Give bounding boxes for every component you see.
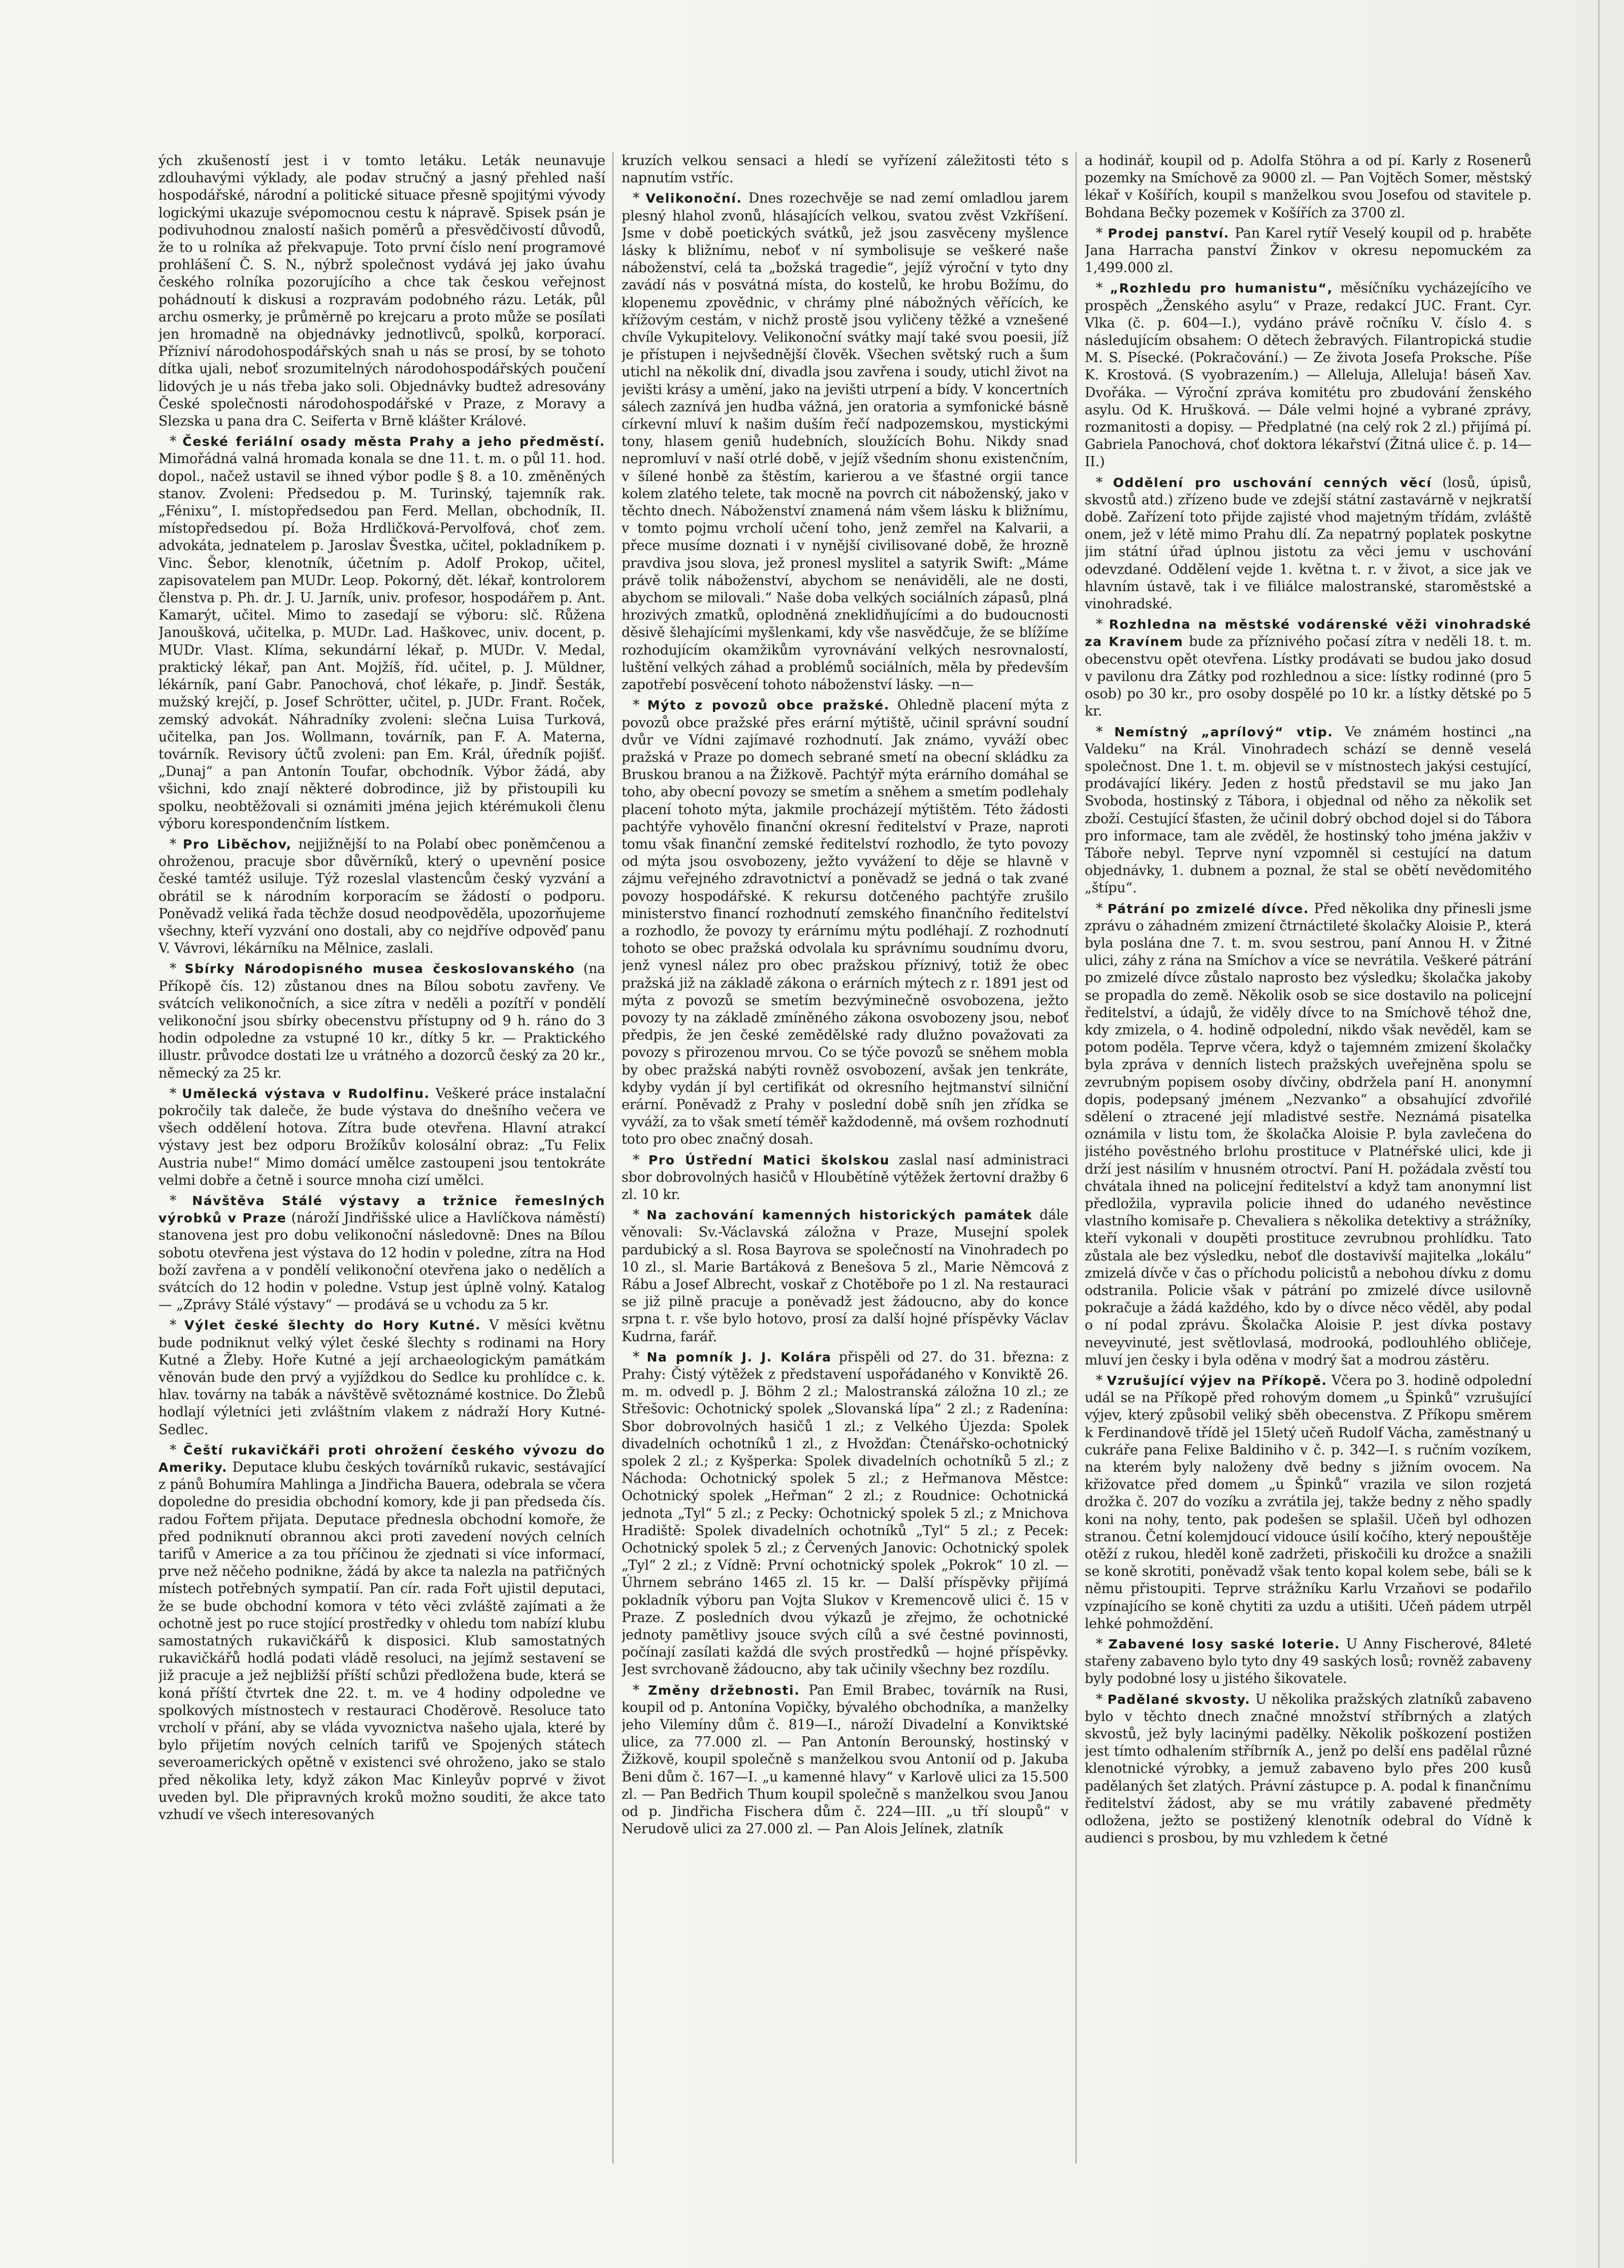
- news-paragraph: [622, 697, 1068, 1148]
- item-heading: Vzrušující výjev na Příkopě.: [1107, 1373, 1327, 1388]
- item-heading: Na zachování kamenných historických památek: [646, 1208, 1033, 1223]
- item-marker: *: [633, 697, 647, 714]
- item-marker: *: [170, 434, 183, 450]
- item-text: (losů, úpisů, skvostů atd.) zřízeno bude ve zdejší státní zastavárně v nejkratší době. Zařízení toto přijde zajisté vhod majetným třídám, zvláště onem, jež v létě mimo Prahu dlí. Za nepatrný poplatek poskytne jim státní úřad úplnou jistotu za věci jemu v uschování odevzdané. Oddělení vejde 1. května t. r. v život, a sice jak ve hlavním ústavě, tak i ve filiálce malostranské, staroměstské a vinohradské.: [1085, 474, 1532, 612]
- news-paragraph: [1085, 1636, 1532, 1688]
- item-heading: České feriální osady města Prahy a jeho předměstí.: [182, 434, 605, 449]
- news-paragraph: [1085, 1691, 1532, 1848]
- item-marker: *: [1096, 225, 1108, 241]
- item-marker: *: [633, 1207, 647, 1223]
- item-marker: *: [1096, 617, 1109, 633]
- item-text: kruzích velkou sensaci a hledí se vyřízení záležitosti této s napnutím vstříc.: [622, 153, 1068, 186]
- item-marker: *: [1096, 280, 1110, 297]
- news-paragraph: [1085, 724, 1532, 897]
- column-1: [158, 152, 605, 2163]
- news-paragraph: [1085, 280, 1532, 471]
- columns: [158, 152, 1552, 2163]
- news-paragraph: [158, 1442, 605, 1824]
- item-marker: *: [633, 1682, 648, 1698]
- news-paragraph: [622, 1152, 1068, 1204]
- item-heading: „Rozhledu pro humanistu“,: [1110, 281, 1333, 296]
- item-heading: Změny držebnosti.: [648, 1682, 800, 1698]
- item-text: měsíčníku vycházejícího ve prospěch „Ženského asylu“ v Praze, redakcí JUC. Frant. Cyr. Vlka (č. p. 604—I.), vydáno právě ročníku V. číslo 4. s následujícím obsahem: O dětech žebravých. Filantropická studie M. S. Písecké. (Pokračování.) — Ze života Josefa Proksche. Píše K. Krostová. (S vyobrazením.) — Alleluja, Alleluja! báseň Xav. Dvořáka. — Výroční zpráva komitétu pro zbudování ženského asylu. Od K. Hrušková. — Dále velmi hojné a vybrané zprávy, rozmanitosti a dopisy. — Předplatné (na celý rok 2 zl.) přijímá pí. Gabriela Panochová, choť doktora lékařství (Žitná ulice č. p. 14—II.): [1085, 280, 1532, 470]
- item-marker: *: [170, 1442, 183, 1458]
- item-marker: *: [633, 1152, 648, 1168]
- item-heading: Rozhledna na městské vodárenské věži vinohradské za Kravínem: [1085, 617, 1532, 650]
- item-heading: Pro Ústřední Matici školskou: [648, 1152, 890, 1168]
- item-text: bude za příznivého počasí zítra v neděli 18. t. m. obecenstvu opět otevřena. Lístky prodávati se budou jako dosud v pavilonu dra Zátky pod rozhlednou a sice: lístky rodinné (pro 5 osob) po 30 kr., pro osoby dospělé po 10 kr. a lístky dětské po 5 kr.: [1085, 634, 1532, 720]
- item-text: Před několika dny přinesli jsme zprávu o záhadném zmizení čtrnáctileté školačky Aloisie P., která byla poslána dne 7. t. m. svou sestrou, paní Annou H. v Žitné ulici, záhy z rána na Smíchov a více se nevrátila. Veškeré pátrání po zmizelé dívce zůstalo naprosto bez výsledku; školačka jakoby se propadla do země. Několik osob se sice dostavilo na policejní ředitelství, a údajů, že viděly dívce to na Smíchově téhož dne, kdy zmizela, o 4. hodině odpolední, nikdo však nevěděl, kam se potom poděla. Teprve včera, když o tajemném zmizení školačky byla zpráva v denních listech pražských uveřejněna spolu se zevrubným popisem osoby dívčiny, obdržela paní H. anonymní dopis, podepsaný jménem „Nezvanko“ a obsahující zdvořilé sdělení o ztracené její mladistvé sestře. Neznámá pisatelka oznámila v listu tom, že školačka Aloisie P. byla zavlečena do jistého pověstného brlohu prostituce v Platnéřské ulici, kde ji drží jest násilím v hnusném otroctví. Paní H. požádala zvěstí tou chvátala ihned na policejní ředitelství a když tam anonymní list předložila, vypravila policie ihned do udaného nevěstince vlastního komisaře p. Chevaliera s několika detektivy a strážníky, kteří vykonali v doupěti prostituce zevrubnou prohlídku. Tato zůstala ale bez výsledku, neboť dle dostavivší majitelka „lokálu“ zmizelá dívče v čas o příchodu policistů a nebohou dívku z domu odstranila. Policie však v pátrání po zmizelé dívce usilovně pokračuje a žádá každého, kdo by o dívce něco věděl, aby podal o ní podal zprávu. Školačka Aloisie P. jest dívka postavy neveyvinuté, jest světlovlasá, modrooká, podlouhlého obličeje, mluví jen česky i byla oděna v modrý šat a modrou zástěru.: [1085, 900, 1532, 1368]
- item-text: zaslal nasí administraci sbor dobrovolných hasičů v Hloubětíně výtěžek žertovní dražby 6 zl. 10 kr.: [622, 1152, 1068, 1203]
- column-2: [622, 152, 1068, 2163]
- news-paragraph: [158, 152, 605, 430]
- item-text: U několika pražských zlatníků zabaveno bylo v těchto dnech značné množství stříbrných a zlatých skvostů, jež byly lacinými padělky. Několik poškození postižen jest tímto odhalením stříbrník A., jenž po delší ens padělal různé klenotnické výrobky, a jemuž zabaveno bylo přes 200 kusů padělaných šet zlatých. Právní zástupce p. A. podal k finančnímu ředitelství žádost, aby se mu vrátily zabavené předměty odložena, ježto se postižený klenotník odebral do Vídně k audienci s prosbou, by mu vzhledem k četné: [1085, 1691, 1532, 1846]
- item-heading: Návštěva Stálé výstavy a tržnice řemeslných výrobků v Praze: [158, 1193, 605, 1226]
- item-text: ých zkušeností jest i v tomto letáku. Leták neunavuje zdlouhavými výklady, ale podav stručný a jasný přehled naší hospodářské, národní a politické situace přesně spojitými vývody logickými ukazuje svépomocnou cestu k nápravě. Spisek psán je podivuhodnou znalostí našich poměrů a přesvědčivostí důvodů, že to u rolníka až překvapuje. Toto první číslo není programové prohlášení Č. S. N., nýbrž společnost vydává jej jako úvahu českého rolníka pozorujícího a chce tak českou veřejnost pohádnoutí k diskusi a rozpravám podobného rázu. Leták, půl archu osmerky, je průměrně po krejcaru a proto může se posílati jen hromadně na objednávky jednotlivců, spolků, korporací. Přízniví národohospodářských snah u nás se prosí, by se tohoto dítka ujali, neboť srozumitelných národohospodářských poučení lidových je u nás třeba jako soli. Objednávky budtež adresovány České společnosti národohospodářské v Praze, z Moravy a Slezska u pana dra C. Seiferta v Brně klášter Králové.: [158, 153, 605, 430]
- news-paragraph: [158, 836, 605, 957]
- news-paragraph: [1085, 616, 1532, 720]
- news-paragraph: [1085, 1372, 1532, 1633]
- column-3: [1085, 152, 1532, 2163]
- item-heading: Pro Liběchov,: [183, 836, 292, 852]
- news-paragraph: [622, 1349, 1068, 1679]
- news-paragraph: [1085, 152, 1532, 222]
- news-paragraph: [158, 960, 605, 1082]
- item-heading: Čeští rukavičkáři proti ohrožení českého vývozu do Ameriky.: [158, 1442, 605, 1475]
- item-heading: Výlet české šlechty do Hory Kutné.: [184, 1318, 481, 1333]
- item-text: Ve známém hostinci „na Valdeku“ na Král. Vinohradech schází se denně veselá společnost. Dne 1. t. m. objevil se v místnostech jakýsi cestující, prodávající likéry. Jeden z hostů představil se mu jako Jan Svoboda, hostinský z Tábora, i objednal od něho za několik set zboží. Cestující šťasten, že učinil dobrý obchod dojel si do Tábora pro informace, tam ale zvěděl, že hostinský toho jména jakživ v Táboře nebyl. Teprve nyní vzpomněl si cestující na datum objednávky, 1. dubnem a poznal, že stal se obětí nevědomitého „štípu“.: [1085, 724, 1532, 896]
- item-marker: *: [170, 1317, 185, 1334]
- item-heading: Sbírky Národopisného musea českoslovanského: [184, 961, 575, 977]
- item-heading: Na pomník J. J. Kolára: [646, 1349, 832, 1365]
- item-text: (na Příkopě čís. 12) zůstanou dnes na Bílou sobotu zavřeny. Ve svátcích velikonočních, a sice zítra v neděli a pozítří v pondělí velikonoční jsou sbírky obecenstvu přístupny od 9 h. ráno do 3 hodin odpoledne za vstupné 10 kr., dítky 5 kr. — Praktického illustr. průvodce dostati lze u vrátného a dozorců český za 20 kr., německý za 25 kr.: [158, 961, 605, 1081]
- news-paragraph: [1085, 900, 1532, 1369]
- item-marker: *: [633, 1349, 647, 1365]
- news-paragraph: [622, 1207, 1068, 1346]
- item-heading: Umělecká výstava v Rudolfinu.: [182, 1086, 430, 1101]
- item-text: V měsíci květnu bude podniknut velký výlet české šlechty s rodinami na Hory Kutné a Žleby. Hoře Kutné a její archaeologickým památkám věnován bude den prvý a vyjíždkou do Sedlce ku prohlídce c. k. hlav. továrny na tabák a návštěvě světoznámé kostnice. Do Žlebů hodlají výletníci jeti zvláštním vlakem z nádraží Hory Kutné-Sedlec.: [158, 1317, 605, 1438]
- item-text: (nároží Jindřišské ulice a Havlíčkova náměstí) stanovena jest pro dobu velikonoční následovně: Dnes na Bílou sobotu otevřena jest výstava do 12 hodin v poledne, zítra na Hod boží zavřena a v pondělí velikonoční otevřena jako o nedělích a svátcích do 12 hodin v poledne. Vstup jest úplně volný. Katalog — „Zprávy Stálé výstavy“ — prodává se u vchodu za 5 kr.: [158, 1210, 605, 1313]
- item-heading: Oddělení pro uschování cenných věcí: [1113, 475, 1432, 490]
- item-marker: *: [1096, 900, 1108, 917]
- item-text: Včera po 3. hodině odpolední udál se na Příkopě před rohovým domem „u Špinků“ vzrušující výjev, který způsobil veliký sběh obecenstva. Z Příkopu směrem k Ferdinandově třídě jel 15letý učeň Rudolf Vácha, zaměstnaný u cukráře pana Felixe Baldiniho v č. p. 342—I. s ručním vozíkem, na kterém byly naloženy dvě bedny s jižním ovocem. Na křižovatce před domem „u Špinků“ vrazila ve silon rozjetá drožka č. 207 do vozíku a zvrátila jej, takže bedny z něho spadly koni na nohy, tento, pak podešen se splašil. Učeň byl odhozen stranou. Četní kolemjdoucí vidouce úsilí kočího, který nepouštěje otěží z rukou, hleděl koně zadržeti, přiskočili ku drožce a snažili se koně skrotiti, poněvadž však tento kopal kolem sebe, báli se k němu přistoupiti. Teprve strážníku Karlu Vrzaňovi se podařilo vzpínajícího se koně chytiti za uzdu a utišiti. Učeň pádem utrpěl lehké pohmoždění.: [1085, 1373, 1532, 1632]
- item-marker: *: [1096, 1373, 1107, 1389]
- news-paragraph: [622, 190, 1068, 694]
- item-text: Dnes rozechvěje se nad zemí omladlou jarem plesný hlahol zvonů, hlásajících velkou, svatou zvěst Vzkříšení. Jsme v době poetických svátků, jež jsou zasvěceny myšlence lásky k bližnímu, neboť v ní symbolisuje se veškeré naše náboženství, celá ta „božská tragedie“, jejíž výroční v tyto dny zavádí nás v posvátná místa, do kostelů, ke hrobu Božímu, do klopenemu zpovědnic, v chrámy plné nábožných věřících, ke křížovým cestám, v nichž prostě jsou vyličeny těžké a vznešené chvíle Vykupitelovy. Velikonoční svátky mají také svou poesii, jíž je přístupen i nejvšednější člověk. Všechen světský ruch a šum utichl na několik dní, divadla jsou zavřena i soudy, utichl život na jevišti krásy a umění, jako na jevišti utrpení a bídy. V koncertních sálech zaznívá jen hudba vážná, jen oratoria a symfonické básně církevní mluví k našim duším řečí nadpozemskou, mystickými tony, hlasem geniů hudebních, sloužících Bohu. Nikdy snad nepromluví v naší otrlé době, v jejíž všedním shonu existenčním, v šílené honbě za štěstím, karierou a ve šťastné orgii tance kolem zlatého telete, tak mocně na povrch cit náboženský, jako v těchto dnech. Náboženství znamená nám všem lásku k bližnímu, v tomto pojmu vrcholí učení toho, jenž zemřel na Kalvarii, a přece musíme doznati i v nynější civilisované době, že hrozně pravdiva jsou slova, jež pronesl myslitel a satyrik Swift: „Máme právě tolik náboženství, abychom se nenáviděli, ale ne dosti, abychom se milovali.“ Naše doba velkých sociálních zápasů, plná hrozivých zmatků, oplodněná zneklidňujícími a do budoucnosti děsivě šlehajícími myšlenkami, kdy vše nasvědčuje, že se blížíme rozhodujícím okamžikům vyrovnávání velkých nesrovnalostí, luštění velkých záhad a problémů sociálních, měla by především zapotřebí posvěcení tohoto náboženství lásky. —n—: [622, 190, 1068, 693]
- item-text: Ohledně placení mýta z povozů obce pražské přes erární mýtiště, učinil správní soudní dvůr ve Vídni zajímavé rozhodnutí. Jak známo, vyváží obec pražská v Praze po domech sebrané smetí na obecní skládku za Bruskou branou a na Žižkově. Pachtýř mýta erárního domáhal se toho, aby obecní povozy se smetím a sněhem a smetím podlehaly placení tohoto mýta, jakmile procházejí mýtištěm. Této žádosti pachtýře vyhovělo finanční okresní ředitelství v Praze, naproti tomu však finanční zemské ředitelství rozhodlo, že tyto povozy od mýta jsou osvobozeny, ježto vyvážení to děje se hlavně v zájmu veřejného zdravotnictví a poněvadž se jedná o tak zvané povozy hospodářské. K rekursu dotčeného pachtýře zrušilo ministerstvo financí rozhodnutí zemského finančního ředitelství a rozhodlo, že povozy ty erárnímu mýtu podléhají. Z rozhodnutí tohoto se obec pražská odvolala ku správnímu soudnímu dvoru, jenž vynesl nález pro obec pražskou příznivý, totiž že obec pražská již na základě zákona o erárních mýtech z r. 1891 jest od mýta z povozů se smetím bezvýminečně osvobozena, ježto povozy ty na základě zmíněného zákona osvobozeny jsou, neboť předpis, že jen české zemědělské rady dlužno považovati za povozy s přirozenou mrvou. Co se týče povozů se sněhem mobla by obec pražská nabýti rovněž osvobození, avšak jen tenkráte, kdyby vydán jí byl certifikát od okresního hejtmanství silniční erární. Poněvadž z Prahy v poslední době sníh jen zřídka se vyváží, za to však smetí téměř každodenně, má ovšem rozhodnutí toto pro obec značný dosah.: [622, 697, 1068, 1148]
- item-text: U Anny Fischerové, 84leté stařeny zabaveno bylo tyto dny 49 saských losů; rovněž zabaveny byly podobné losy u jistého šikovatele.: [1085, 1636, 1532, 1687]
- item-marker: *: [170, 1085, 182, 1101]
- item-text: přispěli od 27. do 31. března: z Prahy: Čistý výtěžek z představení uspořádaného v Konviktě 26. m. m. odvedl p. J. Böhm 2 zl.; Malostranská záložna 10 zl.; ze Střešovic: Ochotnický spolek „Slovanská lípa“ 2 zl.; z Radenína: Sbor dobrovolných hasičů 1 zl.; z Velkého Újezda: Spolek divadelních ochotníků 1 zl., z Hvožďan: Čtenářsko-ochotnický spolek 2 zl.; z Kyšperka: Spolek divadelních ochotníků 5 zl.; z Náchoda: Ochotnický spolek 5 zl.; z Heřmanova Městce: Ochotnický spolek „Heřman“ 2 zl.; z Roudnice: Ochotnická jednota „Tyl“ 5 zl.; z Pecky: Ochotnický spolek 5 zl.; z Mnichova Hradiště: Spolek divadelních ochotníků „Tyl“ 5 zl.; z Pecek: Ochotnický spolek 5 zl.; z Červených Janovic: Ochotnický spolek „Tyl“ 2 zl.; z Vídně: První ochotnický spolek „Pokrok“ 10 zl. — Úhrnem sebráno 1465 zl. 15 kr. — Další příspěvky přijímá pokladník výboru pan Vojta Slukov v Kremencově ulici č. 15 v Praze. Z posledních dvou výkazů je zřejmo, že ochotnické jednoty pamětlivy jsouce svých cílů a své čestné povinnosti, počínají zasílati každá dle svých prostředků — hojné příspěvky. Jest svrchovaně žádoucno, aby tak učinily všechny bez rozdílu.: [622, 1349, 1068, 1678]
- item-heading: Pátrání po zmizelé dívce.: [1107, 901, 1309, 916]
- item-text: Veškeré práce instalační pokročily tak daleče, že bude výstava do dnešního večera ve všech oddělení hotova. Zítra bude otevřena. Hlavní atrakcí výstavy jest bez odporu Brožíkův kolosální obraz: „Tu Felix Austria nube!“ Mimo domácí umělce zastoupeni jsou tentokráte velmi dobře a četně i source mnoha cizí umělci.: [158, 1085, 605, 1188]
- item-heading: Mýto z povozů obce pražské.: [647, 698, 890, 713]
- item-marker: *: [1096, 724, 1115, 740]
- news-paragraph: [158, 433, 605, 833]
- item-text: Mimořádná valná hromada konala se dne 11. t. m. o půl 11. hod. dopol., načež ustavil se ihned výbor podle § 8. a 10. změněných stanov. Zvoleni: Předsedou p. M. Turinský, tajemník rak. „Fénixu“, I. místopředsedou pan Ferd. Mellan, obchodník, II. místopředsedou pí. Boža Hrdličková-Pervolfová, choť zem. advokáta, jednatelem p. Jaroslav Švestka, učitel, pokladníkem p. Vinc. Šebor, klenotník, účetním p. Adolf Prokop, učitel, zapisovatelem pan MUDr. Leop. Pokorný, dět. lékař, kontrolorem členstva p. Ph. dr. J. U. Jarník, univ. profesor, hospodářem p. Ant. Kamarýt, učitel. Mimo to zasedají se výboru: slč. Růžena Janoušková, učitelka, p. MUDr. Lad. Haškovec, univ. docent, p. MUDr. Vlast. Klíma, sekundární lékař, p. MUDr. V. Medal, praktický lékař, pan Ant. Mojžíš, říd. učitel, p. J. Müldner, lékárník, paní Gabr. Panochová, choť lékaře, p. Jindř. Šesták, mužský krejčí, p. Josef Schrötter, učitel, p. JUDr. Frant. Roček, zemský advokát. Náhradníky zvoleni: slečna Luisa Turková, učitelka, pan Jos. Wollmann, továrník, pan F. A. Materna, továrník. Revisory účtů zvoleni: pan Em. Král, úředník pojišť. „Dunaj“ a pan Antonín Toufar, obchodník. Výbor žádá, aby všichni, kdo znají některé dobrodince, již by přistoupili ku spolku, neobtěžovali si oznámiti jména jejich ktérémukoli členu výboru korespondenčním lístkem.: [158, 451, 605, 832]
- item-text: Deputace klubu českých továrníků rukavic, sestávající z pánů Bohumíra Mahlinga a Jindřicha Bauera, odebrala se včera dopoledne do presidia obchodní komory, kde ji pan předseda čís. radou Fořtem přijata. Deputace přednesla obchodní komoře, že před podniknutí obrannou akci proti zavedení nových celních tarifů v Americe a za tou příčinou že zjednati si více informací, prve než něčeho podnikne, žádá by akce ta nalezla na patřičných místech potřebných sympatií. Pan cír. rada Fořt ujistil deputaci, že se bude obchodní komora v této věci zvláště zajímati a že ochotně jest po ruce stojící prostředky v ohledu tom nabízí klubu samostatných rukavičkářů k disposici. Klub samostatných rukavičkářů hodlá podati vládě resoluci, na jejímž sestavení se již pracuje a jež nejbližší příští schůzi předložena bude, která se koná příští čtvrtek dne 22. t. m. ve 4 hodiny odpoledne ve spolkových místnostech v restauraci Choděrově. Resoluce tato vrcholí v přání, aby se vláda vyvoznictva našeho ujala, které by bylo přijetím nových celních tarifů ve Spojených státech severoamerických opětně v existenci své ohroženo, jako se stalo před několika lety, když zákon Mac Kinleyův poprvé v život uveden byl. Dle připravných kroků možno souditi, že akce tato vzhudí ve všech interesovaných: [158, 1460, 605, 1823]
- item-text: dále věnovali: Sv.-Václavská záložna v Praze, Musejní spolek pardubický a sl. Rosa Bayrova se společností na Vinohradech po 10 zl., sl. Marie Bartáková z Benešova 5 zl., Marie Němcová z Rábu a Josef Albrecht, voskař z Chotěboře po 1 zl. Na restauraci se již pilně pracuje a poněvadž jest žádoucno, aby do konce srpna t. r. vše bylo hotovo, prosí za další hojné příspěvky Václav Kudrna, farář.: [622, 1207, 1068, 1345]
- item-marker: *: [170, 836, 183, 852]
- news-paragraph: [622, 1682, 1068, 1838]
- news-paragraph: [158, 1085, 605, 1189]
- news-paragraph: [1085, 225, 1532, 277]
- item-text: Pan Karel rytíř Veselý koupil od p. hraběte Jana Harracha panství Žinkov v okresu nepomuckém za 1,499.000 zl.: [1085, 225, 1532, 276]
- page-edge: [1598, 0, 1600, 2268]
- item-marker: *: [170, 961, 185, 977]
- item-text: a hodinář, koupil od p. Adolfa Stöhra a od pí. Karly z Rosenerů pozemky na Smíchově za 9000 zl. — Pan Vojtěch Somer, městský lékař v Košířích, koupil s manželkou svou Josefou od stavitele p. Bohdana Bečky pozemek v Košířích za 3700 zl.: [1085, 153, 1532, 221]
- item-marker: *: [170, 1192, 192, 1209]
- item-heading: Padělané skvosty.: [1107, 1692, 1251, 1707]
- item-heading: Nemístný „aprílový“ vtip.: [1114, 724, 1334, 739]
- news-paragraph: [158, 1317, 605, 1438]
- news-paragraph: [158, 1192, 605, 1314]
- news-paragraph: [1085, 474, 1532, 613]
- item-heading: Zabavené losy saské loterie.: [1108, 1637, 1341, 1652]
- item-heading: Prodej panství.: [1108, 225, 1230, 241]
- item-heading: Velikonoční.: [645, 191, 742, 206]
- item-text: Pan Emil Brabec, továrník na Rusi, koupil od p. Antonína Vopičky, bývalého obchodníka, a manželky jeho Vilemíny dům č. 819—I., nároží Divadelní a Konviktské ulice, za 77.000 zl. — Pan Antonín Berounský, hostinský v Žižkově, koupil společně s manželkou svou Antonií od p. Jakuba Beni dům č. 167—I. „u kamenné hlavy“ v Karlově ulici za 15.500 zl. — Pan Bedřich Thum koupil společně s manželkou svou Janou od p. Jindřicha Fischera dům č. 224—III. „u tří sloupů“ v Nerudově ulici za 27.000 zl. — Pan Alois Jelínek, zlatník: [622, 1682, 1068, 1837]
- item-text: nejjižnější to na Polabí obec poněmčenou a ohroženou, pracuje sbor důvěrníků, který o upevnění posice české tamtéž usiluje. Týž rozeslal vlastencům český vyzvání a obrátil se k národním korporacím se žádostí o podporu. Poněvadž veliká řada těchže dosud neodpověděla, upozorňujeme všechny, kteří vyzvání ono dostali, aby co nejdříve odpověď panu V. Vávrovi, lékárníku na Mělnice, zaslali.: [158, 836, 605, 957]
- item-marker: *: [1096, 474, 1113, 491]
- item-marker: *: [1096, 1691, 1108, 1707]
- item-marker: *: [633, 190, 646, 207]
- item-marker: *: [1096, 1636, 1109, 1653]
- news-paragraph: [622, 152, 1068, 187]
